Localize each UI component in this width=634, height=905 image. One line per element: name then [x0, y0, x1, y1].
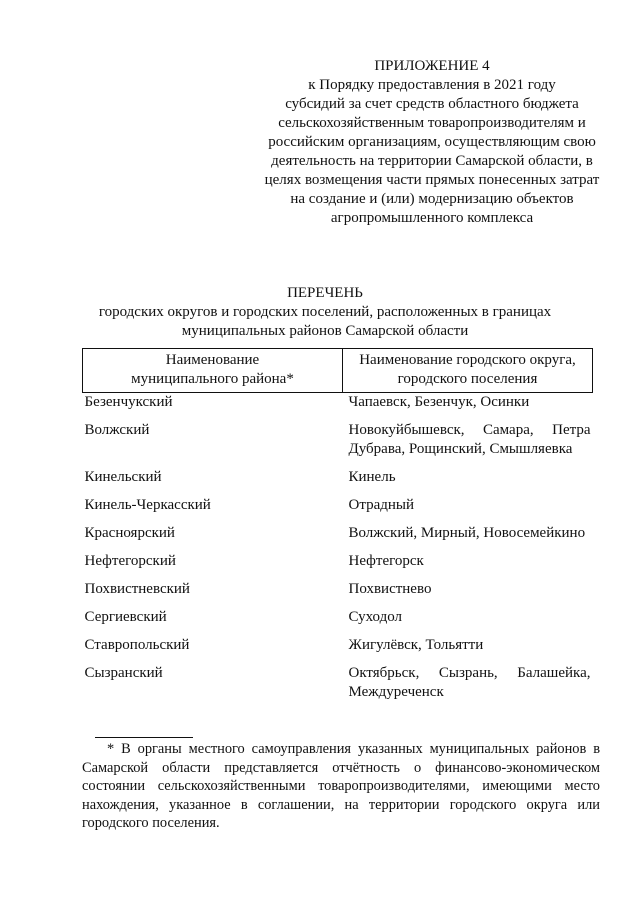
footnote-line: состоянии сельскохозяйственными товаропроизводителями, имеющими место	[82, 778, 600, 795]
appendix-line: к Порядку предоставления в 2021 году	[308, 77, 556, 93]
appendix-line: целях возмещения части прямых понесенных затрат	[264, 172, 600, 188]
appendix-line: деятельность на территории Самарской области, в	[271, 153, 593, 169]
appendix-line: сельскохозяйственным товаропроизводителям и	[278, 115, 586, 131]
district-cell: Красноярский	[84, 525, 175, 541]
districts-table-wrapper	[82, 348, 593, 702]
table-row	[83, 468, 593, 487]
table-row	[83, 393, 593, 413]
settlements-cell: Суходол	[348, 609, 403, 625]
appendix-line: российским организациям, осуществляющим свою	[268, 134, 596, 150]
settlements-cell: Отрадный	[348, 497, 414, 513]
footnote-line: Самарской области представляется отчётность о финансово-экономическом	[82, 759, 600, 776]
footnote	[82, 740, 600, 833]
settlements-cell: Кинель	[348, 469, 396, 485]
district-cell: Кинель-Черкасский	[84, 497, 211, 513]
district-cell: Волжский	[84, 422, 150, 438]
table-row	[83, 421, 593, 459]
district-cell: Кинельский	[84, 469, 162, 485]
settlements-cell: Чапаевск, Безенчук, Осинки	[348, 394, 530, 410]
district-cell: Сызранский	[84, 665, 163, 681]
table-row	[83, 608, 593, 627]
header-settlements: Наименование городского округа, городского поселения	[343, 349, 593, 393]
table-row	[83, 664, 593, 702]
appendix-title: ПРИЛОЖЕНИЕ 4	[374, 58, 490, 74]
document-title	[60, 284, 590, 341]
settlements-cell: Нефтегорск	[348, 553, 424, 569]
table-row	[83, 580, 593, 599]
district-cell: Безенчукский	[84, 394, 173, 410]
title-subtitle-line: муниципальных районов Самарской области	[181, 323, 469, 339]
footnote-line: * В органы местного самоуправления указанных муниципальных районов в	[107, 741, 600, 757]
title-subtitle-line: городских округов и городских поселений, расположенных в границах	[98, 304, 552, 320]
footnote-line: нахождения, указанное в соглашении, на территории городского округа или	[82, 796, 600, 813]
appendix-line: агропромышленного комплекса	[330, 210, 534, 226]
footnote-line: городского поселения.	[82, 815, 220, 832]
footnote-separator	[95, 737, 193, 738]
district-cell: Сергиевский	[84, 609, 167, 625]
settlements-cell: Похвистнево	[348, 581, 432, 597]
settlements-cell: Октябрьск, Сызрань, Балашейка, Междуреченск	[348, 665, 591, 700]
settlements-cell: Новокуйбышевск, Самара, Петра Дубрава, Рощинский, Смышляевка	[348, 422, 591, 457]
district-cell: Похвистневский	[84, 581, 190, 597]
settlements-cell: Волжский, Мирный, Новосемейкино	[348, 525, 586, 541]
title-heading: ПЕРЕЧЕНЬ	[287, 285, 363, 301]
district-cell: Нефтегорский	[84, 553, 176, 569]
table-row	[83, 552, 593, 571]
header-district: Наименование муниципального района*	[83, 349, 343, 393]
table-row	[83, 496, 593, 515]
table-header-row	[83, 349, 593, 393]
districts-table	[82, 348, 593, 702]
district-cell: Ставропольский	[84, 637, 190, 653]
settlements-cell: Жигулёвск, Тольятти	[348, 637, 484, 653]
appendix-line: на создание и (или) модернизацию объектов	[290, 191, 574, 207]
appendix-header	[262, 57, 602, 228]
table-row	[83, 524, 593, 543]
table-row	[83, 636, 593, 655]
appendix-line: субсидий за счет средств областного бюджета	[285, 96, 579, 112]
